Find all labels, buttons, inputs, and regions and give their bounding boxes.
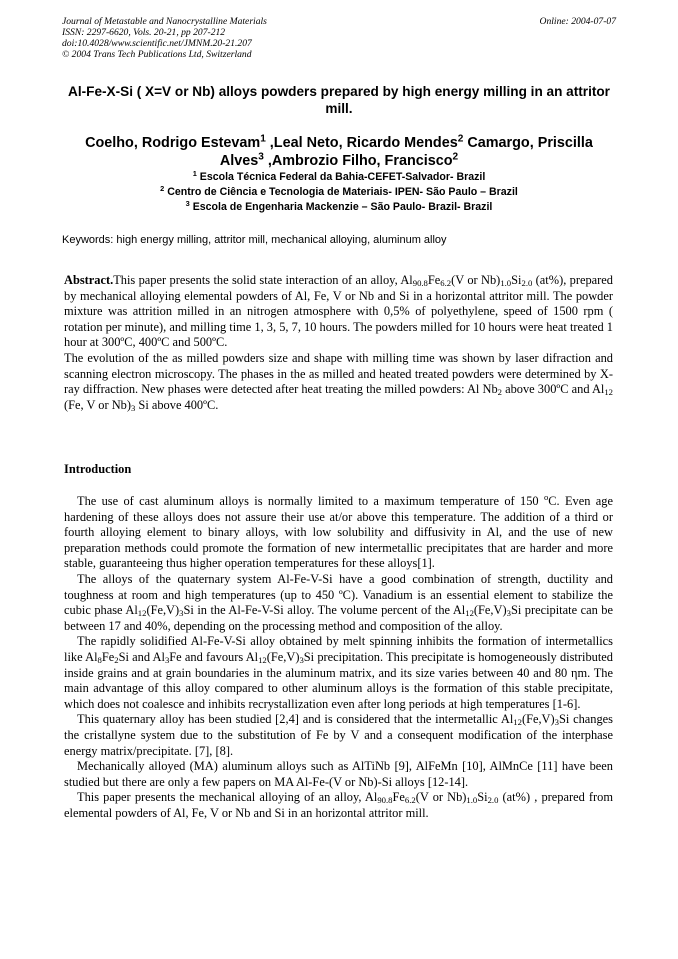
body-paragraph: [64, 790, 613, 821]
abstract-paragraph: [64, 273, 613, 351]
subscript: 8: [97, 655, 102, 666]
text-run: above 300ºC and Al: [501, 382, 605, 397]
subscript: 6.2: [404, 795, 416, 806]
affiliation: [62, 185, 616, 200]
body-paragraph: [64, 572, 613, 634]
text-run: (V or Nb): [451, 273, 501, 287]
subscript: 90.8: [412, 278, 428, 289]
text-run: This paper presents the mechanical alloying of an alloy, Al: [77, 790, 378, 805]
author-name: Camargo, Priscilla Alves: [219, 135, 593, 169]
subscript: 12: [137, 608, 147, 619]
subscript: 3: [179, 608, 184, 619]
text-run: Si above 400ºC.: [135, 397, 219, 412]
text-run: Si: [477, 790, 488, 805]
issn-line: ISSN: 2297-6620, Vols. 20-21, pp 207-212: [62, 27, 226, 38]
online-date: Online: 2004-07-07: [539, 16, 616, 27]
copyright-line: © 2004 Trans Tech Publications Ltd, Switzerland: [62, 49, 252, 60]
text-run: The alloys of the quaternary system Al-Fe-V-Si have a good combination of strength, ductility and toughness at room and high temperatures (up to 450 ºC). Vanadium is an essential element to stabilize the cubic phase Al: [64, 571, 613, 618]
abstract-label: Abstract.: [64, 273, 114, 287]
text-run: The evolution of the as milled powders size and shape with milling time was shown by laser difraction and scanning electron microscopy. The phases in the as milled and heated treated powders were determined by X-ray diffraction. New phases were detected after heat treating the milled powders: Al Nb: [64, 350, 613, 397]
subscript: 6.2: [440, 278, 452, 289]
text-run: C. Even age hardening of these alloys does not assure their use at/or above this temperature. The addition of a third or fourth alloying element to binary alloys, with low solubility and diffusivity in Al, and the use of new preparation methods could promote the formation of new intermetallic precipitates that are harder and more stable, guaranteeing thus higher operation temperatures for these alloys[1].: [64, 494, 613, 571]
text-run: Si: [511, 273, 522, 287]
text-run: Si and Al: [118, 649, 165, 664]
author-list: [62, 134, 616, 170]
author-affil-mark: 1: [260, 133, 266, 145]
author-name: ,Leal Neto, Ricardo Mendes: [265, 135, 458, 151]
author-name: Coelho, Rodrigo Estevam: [85, 135, 261, 151]
abstract-section: [64, 273, 613, 413]
text-run: Si changes the cristallyne system due to the substitution of Fe by V and a consequent modification of the interphase energy matrix/precipitate. [7], [8].: [64, 712, 613, 758]
affiliation-text: Escola de Engenharia Mackenzie – São Paulo- Brazil- Brazil: [189, 201, 493, 213]
affiliation: [62, 170, 616, 185]
text-run: (Fe,V): [521, 712, 555, 727]
subscript: 2.0: [487, 795, 499, 806]
author-affil-mark: 2: [452, 151, 459, 163]
introduction-body: [64, 494, 613, 821]
author-affil-mark: 2: [457, 133, 464, 145]
subscript: 12: [465, 608, 474, 619]
body-paragraph: Mechanically alloyed (MA) aluminum alloys such as AlTiNb [9], AlFeMn [10], AlMnCe [11] have been studied but there are only a few papers on MA Al-Fe-(V or Nb)-Si alloys [12-14].: [64, 759, 613, 789]
paper-title: Al-Fe-X-Si ( X=V or Nb) alloys powders prepared by high energy milling in an attritor mill.: [68, 84, 610, 116]
affiliation-number: 3: [185, 198, 190, 208]
subscript: 1.0: [466, 795, 478, 806]
text-run: (Fe,V): [473, 603, 507, 618]
text-run: (at%), prepared by mechanical alloying elemental powders of Al, Fe, V or Nb and Si in a horizontal attritor mill. The powder mixture was attrition milled in an nitrogen atmosphere with 0,5% of polyethylene, speed of 1500 rpm ( rotation per minute), and milling time 1, 3, 5, 7, 10 hours. The powders milled for 10 hours were heat treated 1 hour at 300ºC, 400ºC and 500ºC.: [64, 273, 613, 350]
abstract-paragraph: [64, 351, 613, 413]
text-run: Si precipitate can be between 17 and 40%, depending on the processing method and composition of the alloy.: [64, 603, 613, 633]
text-run: (Fe, V or Nb): [64, 397, 131, 412]
affiliation-list: [62, 170, 616, 215]
text-run: This paper presents the solid state interaction of an alloy, Al: [113, 273, 413, 287]
text-run: (Fe,V): [266, 649, 300, 664]
text-run: (V or Nb): [415, 790, 467, 805]
doi-line[interactable]: doi:10.4028/www.scientific.net/JMNM.20-21.207: [62, 38, 252, 49]
subscript: 3: [131, 402, 136, 413]
body-paragraph: [64, 712, 613, 759]
text-run: Si precipitation. This precipitate is homogeneously distributed inside grains and at grain boundaries in the aluminum matrix, and its size varies between 40 and 80 ηm. The main advantage of this alloy compared to other aluminum alloys is the formation of this stable precipitate, which does not coalesce and inhibits recrystallization even after long periods at high temperatures [1-6].: [64, 649, 613, 711]
text-run: Fe: [427, 273, 441, 287]
text-run: This quaternary alloy has been studied [2,4] and is considered that the intermetallic Al: [77, 712, 514, 727]
subscript: 90.8: [377, 795, 393, 806]
superscript: o: [543, 492, 549, 503]
affiliation-number: 1: [192, 168, 197, 178]
affiliation-text: Escola Técnica Federal da Bahia-CEFET-Salvador- Brazil: [196, 171, 486, 183]
text-run: The rapidly solidified Al-Fe-V-Si alloy obtained by melt spinning inhibits the formation of intermetallics like Al: [64, 634, 613, 664]
text-run: Fe: [392, 790, 405, 805]
subscript: 12: [258, 655, 267, 666]
subscript: 3: [164, 655, 170, 666]
text-run: Fe: [101, 649, 115, 664]
section-heading-introduction: Introduction: [64, 462, 132, 476]
subscript: 2: [114, 655, 119, 666]
subscript: 3: [554, 717, 559, 728]
author-name: ,Ambrozio Filho, Francisco: [263, 153, 453, 169]
author-affil-mark: 3: [258, 151, 264, 163]
affiliation-text: Centro de Ciência e Tecnologia de Materiais- IPEN- São Paulo – Brazil: [164, 186, 518, 198]
affiliation-number: 2: [160, 183, 165, 193]
journal-header: [62, 16, 616, 60]
subscript: 2: [497, 387, 502, 398]
subscript: 2.0: [521, 278, 533, 289]
text-run: Si in the Al-Fe-V-Si alloy. The volume percent of the Al: [183, 603, 466, 618]
subscript: 3: [506, 608, 511, 619]
subscript: 12: [513, 717, 522, 728]
text-run: The use of cast aluminum alloys is normally limited to a maximum temperature of 150: [77, 494, 544, 508]
subscript: 3: [299, 655, 304, 666]
keywords: Keywords: high energy milling, attritor mill, mechanical alloying, aluminum alloy: [62, 234, 447, 246]
journal-name: Journal of Metastable and Nanocrystalline Materials: [62, 16, 267, 27]
subscript: 12: [604, 387, 613, 398]
body-paragraph: [64, 634, 613, 712]
text-run: (Fe,V): [146, 603, 180, 618]
subscript: 1.0: [500, 278, 512, 289]
text-run: (at%) , prepared from elemental powders of Al, Fe, V or Nb and Si in an horizontal attritor mill.: [64, 790, 613, 820]
text-run: Fe and favours Al: [169, 649, 259, 664]
body-paragraph: [64, 494, 613, 572]
affiliation: [62, 200, 616, 215]
